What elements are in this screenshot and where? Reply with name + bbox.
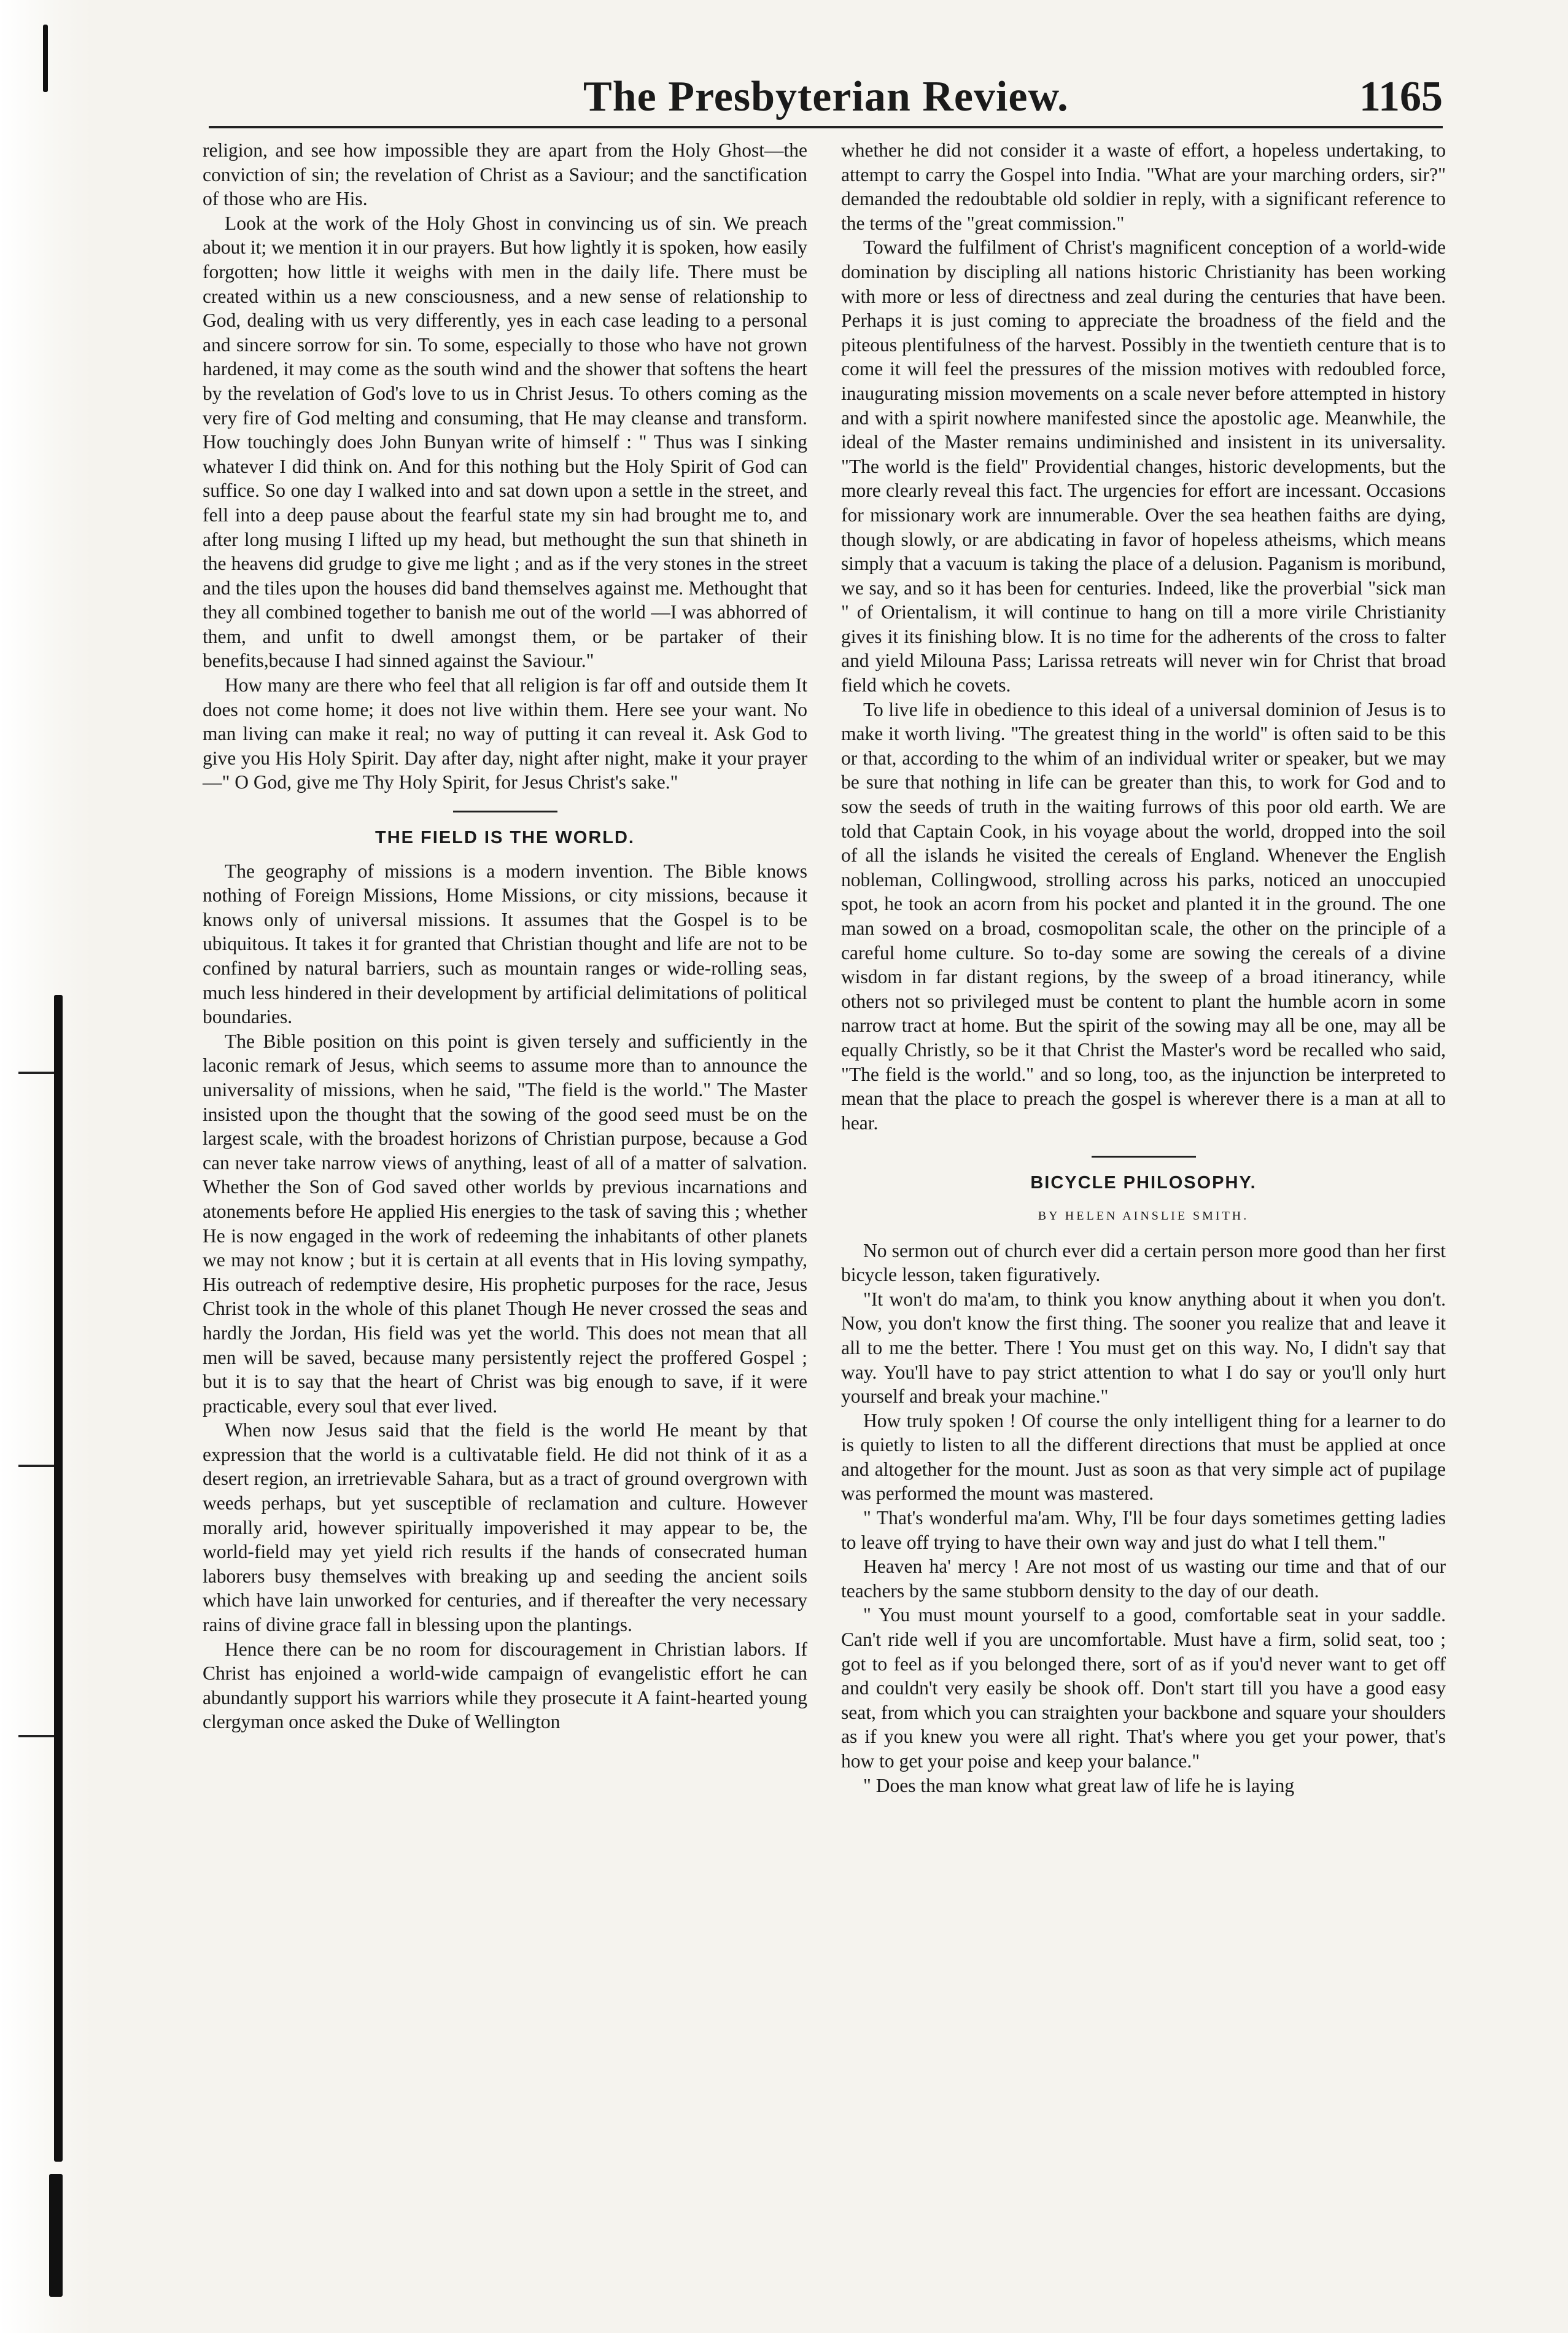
page-binding-edge	[0, 0, 92, 2333]
paragraph: The geography of missions is a modern invention. The Bible knows nothing of Foreign Missions, Home Missions, or city missions, because it knows only of universal missions. It assumes that the Gospel is to be ubiquitous. It takes it for granted that Christian thought and life are not to be confined by natural barriers, such as mountain ranges or wide-rolling seas, much less hindered in their development by artificial delimitations of political boundaries.	[203, 860, 807, 1028]
binding-mark	[18, 1465, 54, 1467]
paragraph: " You must mount yourself to a good, comfortable seat in your saddle. Can't ride well if you are uncomfortable. Must have a firm, solid seat, too ; got to feel as if you belonged there, sort of as if you'd never want to get off and couldn't very easily be shook off. Don't start till you have a good easy seat, from which you can straighten your backbone and square your shoulders as if you knew you were all right. That's where you get your power, that's how to get your poise and keep your balance."	[841, 1604, 1446, 1772]
section-title: THE FIELD IS THE WORLD.	[375, 828, 635, 848]
paragraph: How truly spoken ! Of course the only intelligent thing for a learner to do is quietly to listen to all the different directions that must be applied at once and altogether for the mount. Just as soon as that very simple act of pupilage was performed the mount was mastered.	[841, 1409, 1446, 1505]
paragraph: religion, and see how impossible they are apart from the Holy Ghost—the conviction of sin; the revelation of Christ as a Saviour; and the sanctification of those who are His.	[203, 139, 807, 210]
paragraph: No sermon out of church ever did a certain person more good than her first bicycle lesson, taken figuratively.	[841, 1239, 1446, 1286]
paragraph: whether he did not consider it a waste of effort, a hopeless undertaking, to attempt to carry the Gospel into India. "What are your marching orders, sir?" demanded the redoubtable old soldier in reply, with a significant reference to the terms of the "great commission."	[841, 139, 1446, 234]
paragraph: Look at the work of the Holy Ghost in convincing us of sin. We preach about it; we mention it in our prayers. But how lightly it is spoken, how easily forgotten; how little it weighs with men in the daily life. There must be created within us a new consciousness, and a new sense of relationship to God, dealing with us very differently, yes in each case leading to a personal and sincere sorrow for sin. To some, especially to those who have not grown hardened, it may come as the south wind and the shower that softens the heart by the revelation of God's love to us in Christ Jesus. To others coming as the very fire of God melting and consuming, that He may cleanse and transform. How touchingly does John Bunyan write of himself : " Thus was I sinking whatever I did think on. And for this nothing but the Holy Spirit of God can suffice. So one day I walked into and sat down upon a settle in the street, and fell into a deep pause about the fearful state my sin had brought me to, and after long musing I lifted up my head, but methought the sun that shineth in the heavens did grudge to give me light ; and as if the very stones in the street and the tiles upon the houses did band themselves against me. Methought that they all combined together to banish me out of the world —I was abhorred of them, and unfit to dwell amongst them, or be partaker of their benefits,because I had sinned against the Saviour."	[203, 212, 807, 672]
paragraph: Toward the fulfilment of Christ's magnificent conception of a world-wide domination by discipling all nations historic Christianity has been working with more or less of directness and zeal during the centuries that have been. Perhaps it is just coming to appreciate the broadness of the field and the piteous plentifulness of the harvest. Possibly in the twentieth centure that is to come it will feel the pressures of the mission motives with redoubled force, inaugurating mission movements on a scale never before attempted in history and with a spirit nowhere manifested since the apostolic age. Meanwhile, the ideal of the Master remains undiminished and insistent in its universality. "The world is the field" Providential changes, historic developments, but the more clearly reveal this fact. The urgencies for effort are incessant. Occasions for missionary work are innumerable. Over the sea heathen faiths are dying, though slowly, or are abdicating in favor of hopeless atheisms, which means simply that a vacuum is taking the place of a delusion. Paganism is moribund, we say, and so it has been for centuries. Indeed, like the proverbial "sick man " of Orientalism, it will continue to hang on till a more virile Christianity gives it its finishing blow. It is no time for the adherents of the cross to falter and yield Milouna Pass; Larissa retreats will never win for Christ that broad field which he covets.	[841, 236, 1446, 696]
journal-title: The Presbyterian Review.	[583, 73, 1069, 120]
section-divider	[453, 811, 557, 812]
binding-mark	[18, 1072, 54, 1074]
binding-shadow	[43, 25, 48, 92]
binding-shadow	[54, 995, 63, 2162]
page-number: 1165	[1359, 73, 1443, 120]
paragraph: The Bible position on this point is given tersely and sufficiently in the laconic remark of Jesus, which seems to assume more than to announce the universality of missions, when he said, "The field is the world." The Master insisted upon the thought that the sowing of the good seed must be on the largest scale, with the broadest horizons of Christian purpose, because a God can never take narrow views of anything, least of all of a matter of salvation. Whether the Son of God saved other worlds by previous incarnations and atonements before He applied His energies to the task of saving this ; whether He is now engaged in the work of redeeming the inhabitants of other planets we may not know ; but it is certain at all events that in His loving sympathy, His outreach of redemptive desire, His prophetic purposes for the race, Jesus Christ took in the whole of this planet Though He never crossed the seas and hardly the Jordan, His field was yet the world. This does not mean that all men will be saved, because many persistently reject the proffered Gospel ; but it is to say that the heart of Christ was big enough to save, if it were practicable, every soul that ever lived.	[203, 1030, 807, 1417]
page-header	[209, 72, 1443, 122]
paragraph: To live life in obedience to this ideal of a universal dominion of Jesus is to make it worth living. "The greatest thing in the world" is often said to be this or that, according to the whim of an individual writer or speaker, but we may be sure that nothing in life can be greater than this, to work for God and to sow the seeds of truth in the waiting furrows of this poor old earth. We are told that Captain Cook, in his voyage about the world, dropped into the soil of all the islands he visited the cereals of England. Whenever the English nobleman, Collingwood, strolling across his parks, noticed an unoccupied spot, he took an acorn from his pocket and planted it in the ground. The one man sowed on a broad, cosmopolitan scale, the other on the principle of a careful home culture. So to-day some are sowing the cereals of a divine wisdom in far distant regions, by the sweep of a broad itinerancy, while others not so privileged must be content to plant the humble acorn in some narrow tract at home. But the spirit of the sowing may all be one, may all be equally Christly, so be it that Christ the Master's word be recalled who said, "The field is the world." and so long, too, as the injunction be interpreted to mean that the place to preach the gospel is wherever there is a man at all to hear.	[841, 698, 1446, 1134]
paragraph: Heaven ha' mercy ! Are not most of us wasting our time and that of our teachers by the same stubborn density to the day of our death.	[841, 1556, 1446, 1602]
section-title: BICYCLE PHILOSOPHY.	[1030, 1173, 1257, 1193]
header-rule	[209, 126, 1443, 128]
paragraph: " That's wonderful ma'am. Why, I'll be four days sometimes getting ladies to leave off trying to have their own way and just do what I tell them."	[841, 1507, 1446, 1553]
paragraph: "It won't do ma'am, to think you know anything about it when you don't. Now, you don't know the first thing. The sooner you realize that and leave it all to me the better. There ! You must get on this way. No, I didn't say that way. You'll have to pay strict attention to what I do say or you'll only hurt yourself and break your machine."	[841, 1288, 1446, 1408]
right-column	[841, 138, 1446, 1797]
author-byline: BY HELEN AINSLIE SMITH.	[1038, 1209, 1249, 1223]
section-divider	[1092, 1156, 1196, 1158]
paragraph: Hence there can be no room for discouragement in Christian labors. If Christ has enjoined a world-wide campaign of evangelistic effort he can abundantly support his warriors while they prosecute it A faint-hearted young clergyman once asked the Duke of Wellington	[203, 1638, 807, 1733]
paragraph: How many are there who feel that all religion is far off and outside them It does not come home; it does not live within them. Here see your want. No man living can make it real; no way of putting it can reveal it. Ask God to give you His Holy Spirit. Day after day, night after night, make it your prayer—" O God, give me Thy Holy Spirit, for Jesus Christ's sake."	[203, 674, 807, 793]
binding-mark	[18, 1735, 54, 1737]
paragraph: When now Jesus said that the field is the world He meant by that expression that the world is a cultivatable field. He did not think of it as a desert region, an irretrievable Sahara, but as a tract of ground overgrown with weeds perhaps, but yet susceptible of reclamation and culture. However morally arid, however spiritually impoverished it may appear to be, the world-field may yet yield rich results if the hands of consecrated human laborers busy themselves with breaking up and seeding the ancient soils which have lain unworked for centuries, and if thereafter the very necessary rains of divine grace fall in blessing upon the plantings.	[203, 1419, 807, 1636]
left-column	[203, 138, 807, 1734]
paragraph: " Does the man know what great law of life he is laying	[863, 1774, 1295, 1796]
binding-shadow	[49, 2174, 63, 2297]
